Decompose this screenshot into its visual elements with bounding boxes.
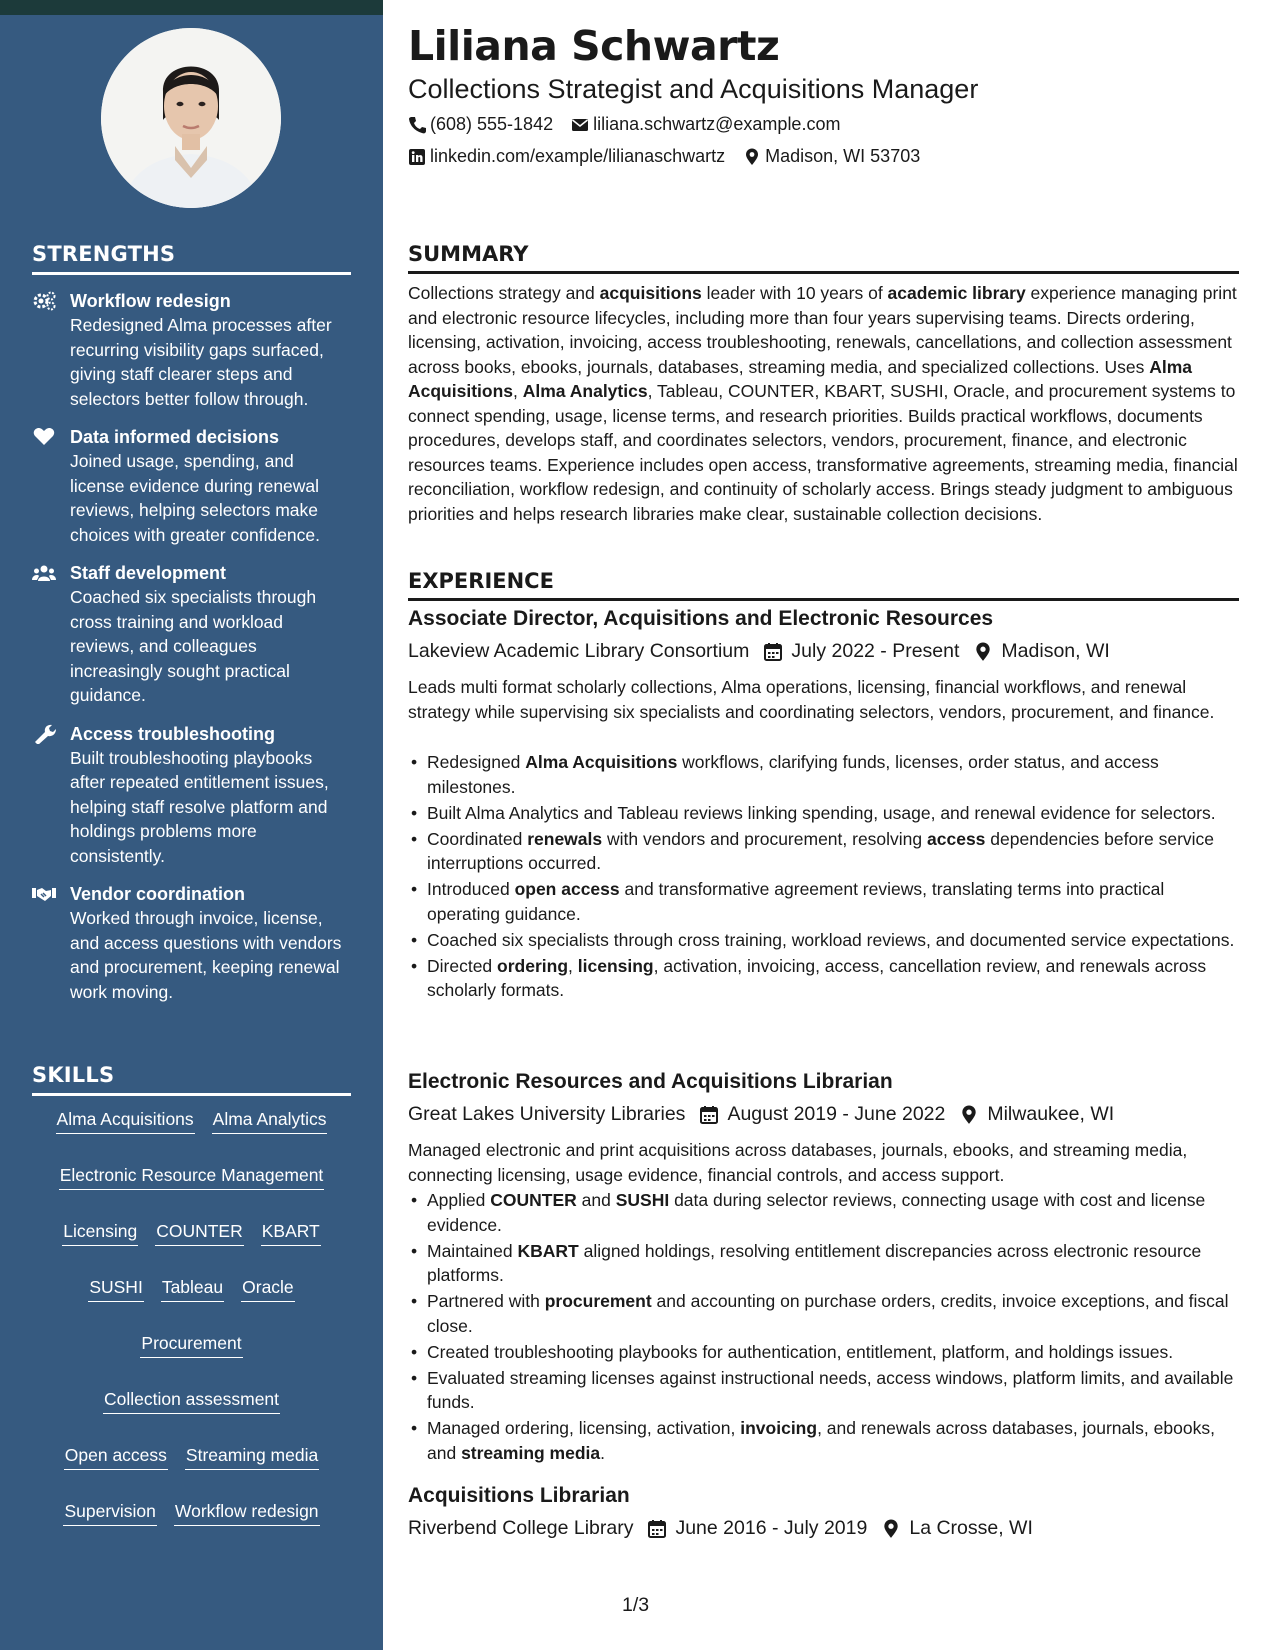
text-segment: with vendors and procurement, resolving <box>602 828 928 849</box>
bullet-item <box>408 954 1239 1003</box>
wrench-icon <box>32 724 56 744</box>
map-pin-icon <box>959 1105 979 1125</box>
text-segment: dependencies before service interruptions occurred. <box>427 828 1215 873</box>
phone-item <box>408 114 553 135</box>
skill-tag: Alma Acquisitions <box>56 1108 195 1134</box>
email-item <box>571 114 840 135</box>
text-segment: experience managing print and electronic resource lifecycles, including more than four years supervising teams. Directs ordering, licensing, activation, invoicing, access troubleshooting, renewals, cancellations, and collection assessment across books, ebooks, journals, databases, streaming media, and specialized collections. Uses <box>408 283 1237 377</box>
skill-tag: Oracle <box>241 1276 295 1302</box>
phone-icon <box>408 116 426 134</box>
job-location: Madison, WI <box>1001 640 1110 662</box>
candidate-title: Collections Strategist and Acquisitions Manager <box>408 74 979 104</box>
skills-section <box>32 1063 351 1526</box>
job-organization: Lakeview Academic Library Consortium <box>408 640 750 662</box>
text-segment: workflows, clarifying funds, licenses, order status, and access milestones. <box>427 752 1159 797</box>
job-meta <box>408 1517 1033 1540</box>
page-number: 1/3 <box>622 1594 650 1616</box>
users-icon <box>32 563 56 583</box>
text-segment: Maintained <box>427 1240 518 1261</box>
bullet-item <box>408 1188 1239 1237</box>
emphasized-text: licensing <box>577 955 654 976</box>
email-address: liliana.schwartz@example.com <box>593 114 841 134</box>
sidebar <box>0 0 383 1650</box>
profile-photo <box>101 28 281 208</box>
text-segment: , and renewals across databases, journals, ebooks, and <box>427 1418 1215 1463</box>
text-segment: Partnered with <box>427 1291 545 1311</box>
phone-number: (608) 555-1842 <box>430 114 554 134</box>
bullet-item <box>408 1289 1239 1338</box>
emphasized-text: KBART <box>517 1240 579 1261</box>
text-segment: , <box>513 381 523 401</box>
emphasized-text: access <box>927 828 986 849</box>
calendar-icon <box>699 1105 719 1125</box>
text-segment: and transformative agreement reviews, translating terms into practical operating guidance. <box>427 879 1165 924</box>
emphasized-text: COUNTER <box>490 1190 577 1210</box>
text-segment: , activation, invoicing, access, cancellation review, and renewals across scholarly formats. <box>427 955 1207 1000</box>
map-pin-icon <box>743 148 761 166</box>
strength-title: Access troubleshooting <box>70 723 276 744</box>
contact-row-2 <box>408 146 920 167</box>
strengths-heading: STRENGTHS <box>32 242 351 275</box>
location-text: Madison, WI 53703 <box>765 146 921 166</box>
strength-title: Workflow redesign <box>70 291 231 311</box>
skills-heading: SKILLS <box>32 1063 351 1096</box>
text-segment: aligned holdings, resolving entitlement discrepancies across electronic resource platforms. <box>427 1240 1202 1285</box>
emphasized-text: renewals <box>527 828 603 849</box>
emphasized-text: Alma Acquisitions <box>525 752 678 772</box>
text-segment: Introduced <box>427 879 515 899</box>
strength-item <box>32 882 351 1004</box>
top-color-strip <box>0 0 383 15</box>
job-intro: Managed electronic and print acquisitions across databases, journals, ebooks, and streaming media, connecting licensing, usage evidence, financial controls, and access support. <box>408 1140 1188 1185</box>
text-segment: and accounting on purchase orders, credits, invoice exceptions, and fiscal close. <box>427 1291 1229 1336</box>
text-segment: Evaluated streaming licenses against instructional needs, access windows, platform limits, and available funds. <box>427 1367 1234 1412</box>
text-segment: Managed ordering, licensing, activation, <box>427 1418 741 1438</box>
skill-tag: Electronic Resource Management <box>59 1164 325 1190</box>
skill-tag: Streaming media <box>185 1444 319 1470</box>
bullet-item <box>408 827 1239 876</box>
envelope-icon <box>571 116 589 134</box>
text-segment: Applied <box>427 1190 491 1210</box>
text-segment: Directed <box>427 955 498 976</box>
skill-tag: SUSHI <box>88 1276 143 1302</box>
map-pin-icon <box>973 642 993 662</box>
job-intro: Leads multi format scholarly collections, Alma operations, licensing, financial workflows, and renewal strategy while supervising six specialists and coordinating selectors, vendors, procurement, and finance. <box>408 677 1215 722</box>
skill-tag: Alma Analytics <box>212 1108 328 1134</box>
emphasized-text: invoicing <box>740 1418 818 1438</box>
emphasized-text: Alma Acquisitions <box>408 356 1193 401</box>
emphasized-text: Alma Analytics <box>522 381 648 401</box>
strength-description: Worked through invoice, license, and access questions with vendors and procurement, keeping renewal work moving. <box>70 908 342 1002</box>
strength-item <box>32 289 351 411</box>
job-title: Acquisitions Librarian <box>408 1484 630 1507</box>
text-segment: Collections strategy and <box>408 283 600 303</box>
job-bullets <box>408 750 1239 1004</box>
job-organization: Riverbend College Library <box>408 1517 634 1539</box>
emphasized-text: SUSHI <box>615 1190 670 1210</box>
calendar-icon <box>763 642 783 662</box>
text-segment: and <box>576 1190 616 1210</box>
map-pin-icon <box>881 1519 901 1539</box>
bullet-item <box>408 877 1239 926</box>
text-segment: , Tableau, COUNTER, KBART, SUSHI, Oracle, and procurement systems to connect spending, usage, license terms, and research priorities. Builds practical workflows, documents procedures, develops staff, and coordinates selectors, vendors, procurement, finance, and electronic resources teams. Experience includes open access, transformative agreements, streaming media, financial reconciliation, workflow redesign, and continuity of scholarly access. Brings steady judgment to ambiguous priorities and helps research libraries make clear, sustainable collection decisions. <box>408 381 1238 524</box>
experience-heading: EXPERIENCE <box>408 569 1239 601</box>
skill-tag: COUNTER <box>155 1220 244 1246</box>
text-segment: data during selector reviews, connecting usage with cost and license evidence. <box>427 1190 1206 1235</box>
skill-tag: Workflow redesign <box>174 1500 320 1526</box>
text-segment: , <box>568 955 578 976</box>
job-location: Milwaukee, WI <box>987 1103 1115 1125</box>
summary-text <box>408 281 1239 526</box>
linkedin-icon <box>408 148 426 166</box>
skill-tag: KBART <box>261 1220 321 1246</box>
summary-heading: SUMMARY <box>408 242 1239 274</box>
skill-tag: Open access <box>64 1444 168 1470</box>
job-bullets <box>408 1188 1239 1467</box>
linkedin-item <box>408 146 725 167</box>
bullet-item <box>408 750 1239 799</box>
bullet-item <box>408 1416 1239 1465</box>
job-dates: August 2019 - June 2022 <box>727 1103 946 1125</box>
location-item <box>743 146 920 167</box>
skill-tag: Supervision <box>63 1500 156 1526</box>
job-location: La Crosse, WI <box>909 1517 1033 1539</box>
candidate-name: Liliana Schwartz <box>408 22 780 70</box>
emphasized-text: streaming media <box>461 1442 601 1463</box>
job-dates: July 2022 - Present <box>791 640 960 662</box>
contact-row-1 <box>408 114 840 135</box>
skills-list <box>32 1108 351 1526</box>
emphasized-text: academic library <box>887 283 1026 303</box>
emphasized-text: acquisitions <box>599 283 702 303</box>
strength-description: Joined usage, spending, and license evidence during renewal reviews, helping selectors make choices with greater confidence. <box>70 451 320 545</box>
strength-title: Staff development <box>70 563 227 583</box>
skill-tag: Tableau <box>161 1276 224 1302</box>
bullet-item <box>408 928 1239 953</box>
strength-title: Vendor coordination <box>70 884 246 904</box>
text-segment: Coached six specialists through cross training, workload reviews, and documented service expectations. <box>427 929 1235 950</box>
strength-description: Built troubleshooting playbooks after repeated entitlement issues, helping staff resolve platform and holdings problems more consistently. <box>70 747 329 866</box>
text-segment: Created troubleshooting playbooks for authentication, entitlement, platform, and holdings issues. <box>427 1341 1174 1362</box>
text-segment: leader with 10 years of <box>701 283 888 303</box>
skill-tag: Procurement <box>140 1332 242 1358</box>
bullet-item <box>408 1366 1239 1415</box>
text-segment: Redesigned <box>427 752 526 772</box>
skill-tag: Licensing <box>62 1220 138 1246</box>
gears-icon <box>32 291 56 311</box>
strength-item <box>32 561 351 708</box>
bullet-item <box>408 1340 1239 1365</box>
text-segment: Built Alma Analytics and Tableau reviews linking spending, usage, and renewal evidence for selectors. <box>427 802 1216 823</box>
calendar-icon <box>647 1519 667 1539</box>
job-title: Associate Director, Acquisitions and Electronic Resources <box>408 607 994 630</box>
strength-description: Redesigned Alma processes after recurring visibility gaps surfaced, giving staff clearer steps and selectors better follow through. <box>70 315 332 409</box>
heart-icon <box>32 427 56 447</box>
job-dates: June 2016 - July 2019 <box>675 1517 868 1539</box>
strength-item <box>32 722 351 869</box>
job-organization: Great Lakes University Libraries <box>408 1103 686 1125</box>
text-segment: . <box>600 1442 606 1463</box>
bullet-item <box>408 801 1239 826</box>
skill-tag: Collection assessment <box>103 1388 280 1414</box>
linkedin-url: linkedin.com/example/lilianaschwartz <box>430 146 726 166</box>
emphasized-text: procurement <box>544 1291 652 1311</box>
job-title: Electronic Resources and Acquisitions Librarian <box>408 1070 893 1093</box>
strength-description: Coached six specialists through cross training and workload reviews, and colleagues increasingly sought practical guidance. <box>70 587 317 705</box>
job-meta <box>408 640 1110 663</box>
emphasized-text: ordering <box>497 955 569 976</box>
handshake-icon <box>32 884 56 904</box>
emphasized-text: open access <box>514 879 620 899</box>
strength-item <box>32 425 351 547</box>
strengths-section <box>32 242 351 1004</box>
strength-title: Data informed decisions <box>70 427 280 447</box>
bullet-item <box>408 1239 1239 1288</box>
job-meta <box>408 1103 1114 1126</box>
text-segment: Coordinated <box>427 828 528 849</box>
